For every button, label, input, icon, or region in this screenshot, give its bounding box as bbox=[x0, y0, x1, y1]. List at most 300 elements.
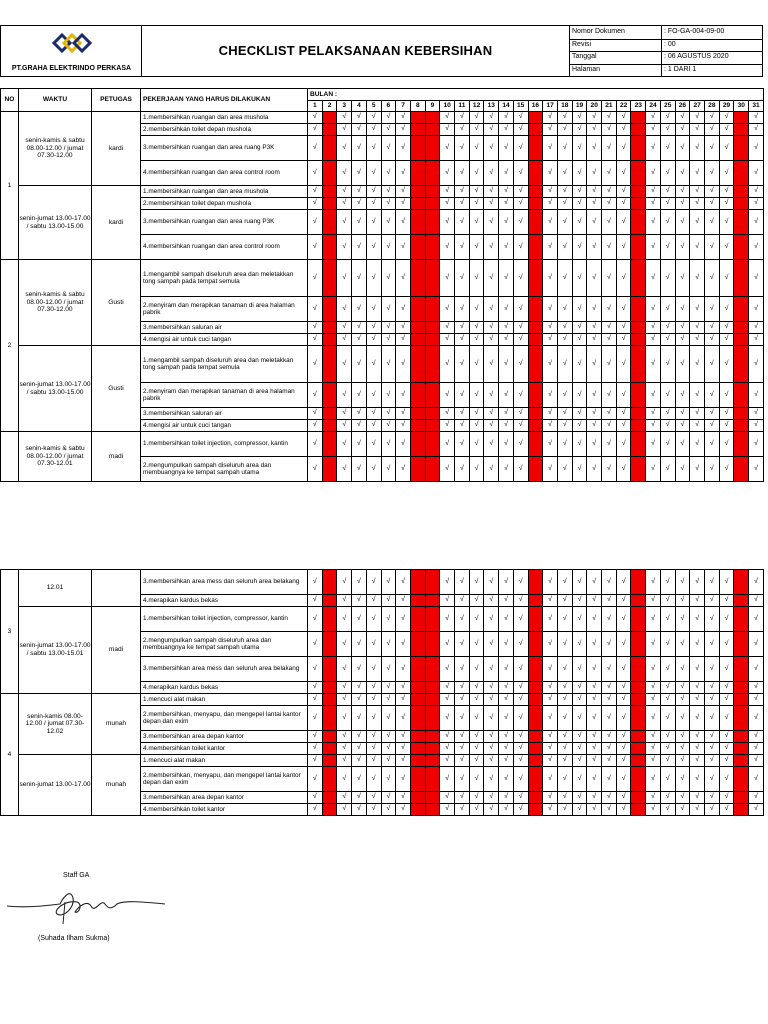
checklist-table-page-1 bbox=[0, 88, 764, 482]
holiday-day-cell bbox=[734, 346, 749, 383]
holiday-day-cell bbox=[425, 186, 440, 198]
checked-day-cell: √ bbox=[557, 743, 572, 755]
checked-day-cell: √ bbox=[381, 632, 396, 657]
checked-day-cell: √ bbox=[616, 161, 631, 186]
checked-day-cell: √ bbox=[396, 595, 411, 607]
checked-day-cell: √ bbox=[557, 694, 572, 706]
checked-day-cell: √ bbox=[749, 408, 764, 420]
task-description: 3.membersihkan saluran air bbox=[141, 322, 308, 334]
checked-day-cell: √ bbox=[719, 210, 734, 235]
task-description: 1.membersihkan toilet injection, compressor, kantin bbox=[141, 432, 308, 457]
checked-day-cell: √ bbox=[749, 767, 764, 792]
checked-day-cell: √ bbox=[469, 694, 484, 706]
checked-day-cell: √ bbox=[499, 112, 514, 124]
checked-day-cell: √ bbox=[484, 408, 499, 420]
checked-day-cell: √ bbox=[366, 198, 381, 210]
checked-day-cell: √ bbox=[352, 607, 367, 632]
checked-day-cell: √ bbox=[381, 112, 396, 124]
signer-name: (Suhada Ilham Sukma) bbox=[38, 935, 110, 942]
day-header: 3 bbox=[337, 101, 352, 112]
checked-day-cell: √ bbox=[557, 792, 572, 804]
checked-day-cell: √ bbox=[616, 408, 631, 420]
checked-day-cell: √ bbox=[337, 743, 352, 755]
checked-day-cell: √ bbox=[499, 334, 514, 346]
holiday-day-cell bbox=[410, 804, 425, 816]
checked-day-cell: √ bbox=[675, 767, 690, 792]
checked-day-cell: √ bbox=[366, 210, 381, 235]
checked-day-cell: √ bbox=[660, 136, 675, 161]
checked-day-cell: √ bbox=[513, 334, 528, 346]
checked-day-cell: √ bbox=[572, 124, 587, 136]
checked-day-cell: √ bbox=[366, 124, 381, 136]
day-header: 8 bbox=[410, 101, 425, 112]
checked-day-cell: √ bbox=[616, 657, 631, 682]
checked-day-cell: √ bbox=[366, 694, 381, 706]
checked-day-cell: √ bbox=[513, 346, 528, 383]
holiday-day-cell bbox=[528, 383, 543, 408]
holiday-day-cell bbox=[322, 210, 337, 235]
checked-day-cell: √ bbox=[455, 210, 470, 235]
checked-day-cell: √ bbox=[337, 136, 352, 161]
checked-day-cell: √ bbox=[308, 682, 323, 694]
checked-day-cell: √ bbox=[719, 731, 734, 743]
checked-day-cell: √ bbox=[337, 297, 352, 322]
holiday-day-cell bbox=[631, 706, 646, 731]
checked-day-cell: √ bbox=[396, 124, 411, 136]
checked-day-cell: √ bbox=[660, 432, 675, 457]
checked-day-cell: √ bbox=[675, 457, 690, 482]
checked-day-cell: √ bbox=[660, 767, 675, 792]
checked-day-cell: √ bbox=[484, 260, 499, 297]
checked-day-cell: √ bbox=[719, 198, 734, 210]
checked-day-cell: √ bbox=[646, 198, 661, 210]
checked-day-cell: √ bbox=[675, 235, 690, 260]
holiday-day-cell bbox=[631, 334, 646, 346]
checked-day-cell: √ bbox=[513, 186, 528, 198]
day-header: 11 bbox=[455, 101, 470, 112]
checked-day-cell: √ bbox=[381, 755, 396, 767]
checked-day-cell: √ bbox=[660, 804, 675, 816]
holiday-day-cell bbox=[528, 792, 543, 804]
holiday-day-cell bbox=[425, 297, 440, 322]
checked-day-cell: √ bbox=[660, 694, 675, 706]
checked-day-cell: √ bbox=[646, 657, 661, 682]
checked-day-cell: √ bbox=[616, 595, 631, 607]
checked-day-cell: √ bbox=[396, 432, 411, 457]
checked-day-cell: √ bbox=[499, 322, 514, 334]
holiday-day-cell bbox=[425, 743, 440, 755]
checked-day-cell: √ bbox=[499, 570, 514, 595]
checked-day-cell: √ bbox=[381, 595, 396, 607]
table-row bbox=[1, 186, 764, 198]
checked-day-cell: √ bbox=[337, 755, 352, 767]
column-header-task: PEKERJAAN YANG HARUS DILAKUKAN bbox=[141, 89, 308, 112]
checked-day-cell: √ bbox=[396, 346, 411, 383]
handwritten-signature-icon bbox=[5, 884, 175, 932]
checked-day-cell: √ bbox=[690, 706, 705, 731]
checked-day-cell: √ bbox=[484, 136, 499, 161]
checked-day-cell: √ bbox=[440, 198, 455, 210]
checked-day-cell: √ bbox=[352, 346, 367, 383]
holiday-day-cell bbox=[528, 186, 543, 198]
staff-name: kardi bbox=[92, 112, 141, 186]
checked-day-cell: √ bbox=[381, 420, 396, 432]
checked-day-cell: √ bbox=[719, 297, 734, 322]
checked-day-cell: √ bbox=[469, 260, 484, 297]
holiday-day-cell bbox=[410, 346, 425, 383]
checked-day-cell: √ bbox=[366, 607, 381, 632]
checked-day-cell: √ bbox=[675, 334, 690, 346]
checked-day-cell: √ bbox=[572, 112, 587, 124]
checked-day-cell: √ bbox=[660, 322, 675, 334]
holiday-day-cell bbox=[322, 124, 337, 136]
checked-day-cell: √ bbox=[366, 792, 381, 804]
checked-day-cell: √ bbox=[543, 346, 558, 383]
checked-day-cell: √ bbox=[675, 198, 690, 210]
checked-day-cell: √ bbox=[352, 694, 367, 706]
checked-day-cell: √ bbox=[440, 297, 455, 322]
checked-day-cell: √ bbox=[602, 792, 617, 804]
staff-name: madi bbox=[92, 432, 141, 482]
checked-day-cell: √ bbox=[513, 607, 528, 632]
checked-day-cell: √ bbox=[469, 322, 484, 334]
holiday-day-cell bbox=[734, 124, 749, 136]
checked-day-cell: √ bbox=[469, 235, 484, 260]
day-header: 6 bbox=[381, 101, 396, 112]
checked-day-cell: √ bbox=[352, 408, 367, 420]
checked-day-cell: √ bbox=[690, 694, 705, 706]
checked-day-cell: √ bbox=[719, 682, 734, 694]
holiday-day-cell bbox=[410, 706, 425, 731]
checked-day-cell: √ bbox=[749, 595, 764, 607]
checked-day-cell: √ bbox=[690, 570, 705, 595]
checked-day-cell: √ bbox=[557, 235, 572, 260]
checked-day-cell: √ bbox=[704, 383, 719, 408]
checked-day-cell: √ bbox=[366, 260, 381, 297]
checked-day-cell: √ bbox=[440, 136, 455, 161]
holiday-day-cell bbox=[528, 767, 543, 792]
checked-day-cell: √ bbox=[381, 432, 396, 457]
checked-day-cell: √ bbox=[749, 731, 764, 743]
checked-day-cell: √ bbox=[587, 408, 602, 420]
checked-day-cell: √ bbox=[513, 210, 528, 235]
checked-day-cell: √ bbox=[557, 322, 572, 334]
checked-day-cell: √ bbox=[719, 235, 734, 260]
holiday-day-cell bbox=[631, 767, 646, 792]
checked-day-cell: √ bbox=[484, 570, 499, 595]
checked-day-cell: √ bbox=[396, 334, 411, 346]
holiday-day-cell bbox=[528, 706, 543, 731]
holiday-day-cell bbox=[734, 161, 749, 186]
checked-day-cell: √ bbox=[381, 767, 396, 792]
checked-day-cell: √ bbox=[513, 112, 528, 124]
checked-day-cell: √ bbox=[484, 420, 499, 432]
holiday-day-cell bbox=[631, 632, 646, 657]
checked-day-cell: √ bbox=[513, 682, 528, 694]
checked-day-cell: √ bbox=[646, 632, 661, 657]
checked-day-cell: √ bbox=[396, 112, 411, 124]
holiday-day-cell bbox=[425, 198, 440, 210]
checked-day-cell: √ bbox=[308, 383, 323, 408]
holiday-day-cell bbox=[322, 595, 337, 607]
checked-day-cell: √ bbox=[587, 112, 602, 124]
checked-day-cell: √ bbox=[690, 124, 705, 136]
holiday-day-cell bbox=[734, 383, 749, 408]
checked-day-cell: √ bbox=[543, 235, 558, 260]
checked-day-cell: √ bbox=[440, 607, 455, 632]
holiday-day-cell bbox=[322, 297, 337, 322]
column-header-month: BULAN : bbox=[308, 89, 764, 101]
checked-day-cell: √ bbox=[337, 198, 352, 210]
checked-day-cell: √ bbox=[587, 260, 602, 297]
checked-day-cell: √ bbox=[366, 235, 381, 260]
task-description: 2.membersihkan toilet depan mushola bbox=[141, 124, 308, 136]
holiday-day-cell bbox=[425, 322, 440, 334]
checked-day-cell: √ bbox=[440, 731, 455, 743]
checked-day-cell: √ bbox=[513, 570, 528, 595]
task-description: 4.merapikan kardus bekas bbox=[141, 682, 308, 694]
meta-row bbox=[570, 39, 762, 53]
checked-day-cell: √ bbox=[337, 235, 352, 260]
day-header: 9 bbox=[425, 101, 440, 112]
holiday-day-cell bbox=[631, 657, 646, 682]
checked-day-cell: √ bbox=[616, 767, 631, 792]
checked-day-cell: √ bbox=[499, 161, 514, 186]
day-header: 21 bbox=[602, 101, 617, 112]
checked-day-cell: √ bbox=[337, 570, 352, 595]
checked-day-cell: √ bbox=[749, 297, 764, 322]
checked-day-cell: √ bbox=[660, 235, 675, 260]
day-header: 26 bbox=[675, 101, 690, 112]
checked-day-cell: √ bbox=[337, 420, 352, 432]
checked-day-cell: √ bbox=[690, 804, 705, 816]
holiday-day-cell bbox=[528, 682, 543, 694]
holiday-day-cell bbox=[410, 694, 425, 706]
checked-day-cell: √ bbox=[602, 334, 617, 346]
checked-day-cell: √ bbox=[308, 767, 323, 792]
checked-day-cell: √ bbox=[557, 420, 572, 432]
checked-day-cell: √ bbox=[396, 198, 411, 210]
holiday-day-cell bbox=[631, 346, 646, 383]
checked-day-cell: √ bbox=[381, 260, 396, 297]
column-header-no: NO bbox=[1, 89, 19, 112]
checked-day-cell: √ bbox=[587, 607, 602, 632]
checked-day-cell: √ bbox=[719, 186, 734, 198]
holiday-day-cell bbox=[734, 186, 749, 198]
holiday-day-cell bbox=[322, 731, 337, 743]
checked-day-cell: √ bbox=[557, 570, 572, 595]
checked-day-cell: √ bbox=[396, 322, 411, 334]
column-header-time: WAKTU bbox=[19, 89, 92, 112]
checked-day-cell: √ bbox=[749, 694, 764, 706]
checked-day-cell: √ bbox=[749, 210, 764, 235]
checked-day-cell: √ bbox=[690, 408, 705, 420]
holiday-day-cell bbox=[528, 755, 543, 767]
row-number: 3 bbox=[1, 570, 19, 694]
checked-day-cell: √ bbox=[616, 731, 631, 743]
checked-day-cell: √ bbox=[616, 607, 631, 632]
row-number: 4 bbox=[1, 694, 19, 816]
checked-day-cell: √ bbox=[337, 657, 352, 682]
checked-day-cell: √ bbox=[308, 136, 323, 161]
holiday-day-cell bbox=[734, 297, 749, 322]
checked-day-cell: √ bbox=[543, 767, 558, 792]
checked-day-cell: √ bbox=[646, 570, 661, 595]
checked-day-cell: √ bbox=[366, 136, 381, 161]
checked-day-cell: √ bbox=[440, 632, 455, 657]
checked-day-cell: √ bbox=[469, 112, 484, 124]
checked-day-cell: √ bbox=[557, 767, 572, 792]
holiday-day-cell bbox=[734, 136, 749, 161]
holiday-day-cell bbox=[410, 457, 425, 482]
checked-day-cell: √ bbox=[352, 161, 367, 186]
checked-day-cell: √ bbox=[499, 657, 514, 682]
checked-day-cell: √ bbox=[352, 198, 367, 210]
checked-day-cell: √ bbox=[440, 210, 455, 235]
checked-day-cell: √ bbox=[469, 383, 484, 408]
checked-day-cell: √ bbox=[557, 136, 572, 161]
task-description: 1.mencuci alat makan bbox=[141, 755, 308, 767]
holiday-day-cell bbox=[322, 432, 337, 457]
checked-day-cell: √ bbox=[352, 755, 367, 767]
checked-day-cell: √ bbox=[602, 210, 617, 235]
holiday-day-cell bbox=[410, 297, 425, 322]
checked-day-cell: √ bbox=[440, 186, 455, 198]
checked-day-cell: √ bbox=[455, 235, 470, 260]
checked-day-cell: √ bbox=[499, 607, 514, 632]
checked-day-cell: √ bbox=[719, 161, 734, 186]
checked-day-cell: √ bbox=[484, 235, 499, 260]
holiday-day-cell bbox=[322, 346, 337, 383]
checked-day-cell: √ bbox=[352, 235, 367, 260]
checked-day-cell: √ bbox=[616, 432, 631, 457]
checked-day-cell: √ bbox=[749, 334, 764, 346]
checked-day-cell: √ bbox=[602, 383, 617, 408]
checked-day-cell: √ bbox=[749, 657, 764, 682]
checked-day-cell: √ bbox=[749, 792, 764, 804]
checked-day-cell: √ bbox=[690, 198, 705, 210]
checked-day-cell: √ bbox=[337, 457, 352, 482]
holiday-day-cell bbox=[322, 755, 337, 767]
checked-day-cell: √ bbox=[660, 457, 675, 482]
checked-day-cell: √ bbox=[602, 235, 617, 260]
holiday-day-cell bbox=[425, 210, 440, 235]
checked-day-cell: √ bbox=[513, 767, 528, 792]
task-description: 4.mengisi air untuk cuci tangan bbox=[141, 334, 308, 346]
holiday-day-cell bbox=[528, 595, 543, 607]
checked-day-cell: √ bbox=[704, 235, 719, 260]
holiday-day-cell bbox=[425, 112, 440, 124]
checked-day-cell: √ bbox=[337, 322, 352, 334]
checked-day-cell: √ bbox=[719, 322, 734, 334]
checked-day-cell: √ bbox=[440, 346, 455, 383]
holiday-day-cell bbox=[528, 694, 543, 706]
checked-day-cell: √ bbox=[308, 804, 323, 816]
checked-day-cell: √ bbox=[513, 457, 528, 482]
checked-day-cell: √ bbox=[602, 682, 617, 694]
checked-day-cell: √ bbox=[396, 570, 411, 595]
checked-day-cell: √ bbox=[499, 457, 514, 482]
checked-day-cell: √ bbox=[646, 161, 661, 186]
holiday-day-cell bbox=[425, 432, 440, 457]
checked-day-cell: √ bbox=[704, 260, 719, 297]
holiday-day-cell bbox=[528, 112, 543, 124]
checked-day-cell: √ bbox=[499, 420, 514, 432]
holiday-day-cell bbox=[528, 657, 543, 682]
checked-day-cell: √ bbox=[602, 457, 617, 482]
checked-day-cell: √ bbox=[557, 595, 572, 607]
checked-day-cell: √ bbox=[660, 346, 675, 383]
day-header: 15 bbox=[513, 101, 528, 112]
checked-day-cell: √ bbox=[690, 186, 705, 198]
task-description: 1.membersihkan toilet injection, compressor, kantin bbox=[141, 607, 308, 632]
checked-day-cell: √ bbox=[543, 334, 558, 346]
checked-day-cell: √ bbox=[572, 383, 587, 408]
checked-day-cell: √ bbox=[690, 607, 705, 632]
checked-day-cell: √ bbox=[749, 804, 764, 816]
checked-day-cell: √ bbox=[704, 682, 719, 694]
checked-day-cell: √ bbox=[572, 161, 587, 186]
checked-day-cell: √ bbox=[587, 657, 602, 682]
checked-day-cell: √ bbox=[352, 186, 367, 198]
holiday-day-cell bbox=[734, 595, 749, 607]
day-header: 4 bbox=[352, 101, 367, 112]
checked-day-cell: √ bbox=[366, 743, 381, 755]
checked-day-cell: √ bbox=[690, 112, 705, 124]
checked-day-cell: √ bbox=[675, 657, 690, 682]
holiday-day-cell bbox=[322, 632, 337, 657]
checked-day-cell: √ bbox=[704, 607, 719, 632]
checked-day-cell: √ bbox=[557, 706, 572, 731]
day-header: 20 bbox=[587, 101, 602, 112]
checked-day-cell: √ bbox=[440, 260, 455, 297]
checked-day-cell: √ bbox=[543, 804, 558, 816]
checked-day-cell: √ bbox=[308, 743, 323, 755]
holiday-day-cell bbox=[322, 420, 337, 432]
day-header: 25 bbox=[660, 101, 675, 112]
checked-day-cell: √ bbox=[455, 112, 470, 124]
checked-day-cell: √ bbox=[396, 297, 411, 322]
checked-day-cell: √ bbox=[646, 260, 661, 297]
holiday-day-cell bbox=[528, 334, 543, 346]
checked-day-cell: √ bbox=[675, 322, 690, 334]
checked-day-cell: √ bbox=[366, 457, 381, 482]
holiday-day-cell bbox=[425, 420, 440, 432]
checked-day-cell: √ bbox=[660, 743, 675, 755]
checked-day-cell: √ bbox=[675, 595, 690, 607]
checked-day-cell: √ bbox=[308, 706, 323, 731]
document-header bbox=[0, 25, 763, 77]
holiday-day-cell bbox=[410, 570, 425, 595]
document-meta bbox=[570, 26, 762, 76]
checked-day-cell: √ bbox=[704, 632, 719, 657]
checked-day-cell: √ bbox=[572, 804, 587, 816]
checked-day-cell: √ bbox=[572, 706, 587, 731]
checked-day-cell: √ bbox=[513, 755, 528, 767]
checked-day-cell: √ bbox=[455, 682, 470, 694]
checked-day-cell: √ bbox=[455, 767, 470, 792]
checked-day-cell: √ bbox=[366, 632, 381, 657]
holiday-day-cell bbox=[734, 334, 749, 346]
checked-day-cell: √ bbox=[484, 124, 499, 136]
meta-value: : 06 AGUSTUS 2020 bbox=[661, 51, 762, 64]
checked-day-cell: √ bbox=[337, 731, 352, 743]
checked-day-cell: √ bbox=[587, 198, 602, 210]
checked-day-cell: √ bbox=[572, 346, 587, 383]
checked-day-cell: √ bbox=[704, 334, 719, 346]
checked-day-cell: √ bbox=[469, 210, 484, 235]
checked-day-cell: √ bbox=[513, 694, 528, 706]
